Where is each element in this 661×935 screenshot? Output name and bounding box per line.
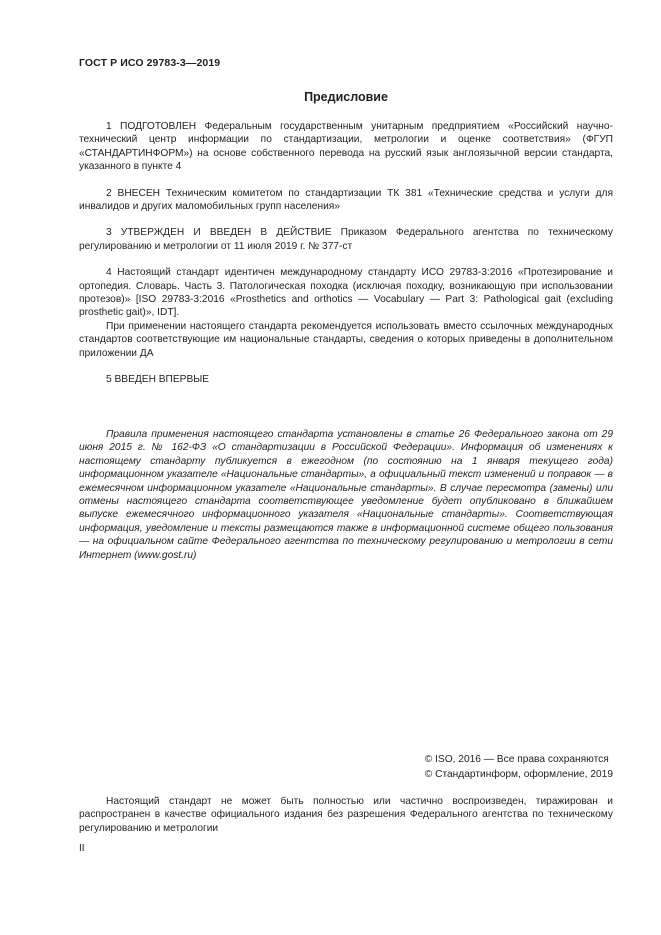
- copyright-standartinform: © Стандартинформ, оформление, 2019: [424, 768, 613, 780]
- copyright-iso: © ISO, 2016 — Все права сохраняются: [424, 754, 609, 765]
- page-number: II: [79, 843, 85, 854]
- copyright-block: [425, 753, 613, 782]
- reproduction-notice: Настоящий стандарт не может быть полностью или частично воспроизведен, тиражирован и распространен в качестве официального издания без разрешения Федерального агентства по техническому регулированию и метрологии: [79, 796, 613, 834]
- foreword-item-4-note: При применении настоящего стандарта рекомендуется использовать вместо ссылочных международных стандартов соответствующие им национальные стандарты, сведения о которых приведены в дополнительном приложении ДА: [79, 320, 613, 359]
- page-title: Предисловие: [304, 90, 388, 104]
- foreword-item-2: 2 ВНЕСЕН Техническим комитетом по стандартизации ТК 381 «Технические средства и услуги для инвалидов и других маломобильных групп населения»: [79, 187, 613, 213]
- standard-code-header: ГОСТ Р ИСО 29783-3—2019: [79, 57, 221, 69]
- foreword-body: [79, 120, 613, 387]
- foreword-item-1: 1 ПОДГОТОВЛЕН Федеральным государственным унитарным предприятием «Российский научно-технический центр информации по стандартизации, метрологии и оценке соответствия» (ФГУП «СТАНДАРТИНФОРМ») на основе собственного перевода на русский язык англоязычной версии стандарта, указанного в пункте 4: [79, 121, 613, 173]
- foreword-item-4: 4 Настоящий стандарт идентичен международному стандарту ИСО 29783-3:2016 «Протезирование и ортопедия. Словарь. Часть 3. Патологическая походка (исключая походку, возникающую при использовании протезов)» [ISO 29783-3:2016 «Prosthetics and orthotics — Vocabulary — Part 3: Pathological gait (excluding prosthetic gait)», IDT].: [79, 267, 613, 319]
- foreword-item-3: 3 УТВЕРЖДЕН И ВВЕДЕН В ДЕЙСТВИЕ Приказом Федерального агентства по техническому регулированию и метрологии от 11 июля 2019 г. № 377-ст: [79, 227, 613, 252]
- application-rules-notice: Правила применения настоящего стандарта установлены в статье 26 Федерального закона от 29 июня 2015 г. № 162-ФЗ «О стандартизации в Российской Федерации». Информация об изменениях к настоящему стандарту публикуется в ежегодном (по состоянию на 1 января текущего года) информационном указателе «Национальные стандарты», а официальный текст изменений и поправок — в ежемесячном информационном указателе «Национальные стандарты». В случае пересмотра (замены) или отмены настоящего стандарта соответствующее уведомление будет опубликовано в ближайшем выпуске ежемесячного информационного указателя «Национальные стандарты». Соответствующая информация, уведомление и тексты размещаются также в информационной системе общего пользования — на официальном сайте Федерального агентства по техническому регулированию и метрологии в сети Интернет (www.gost.ru): [79, 429, 613, 561]
- foreword-item-5: 5 ВВЕДЕН ВПЕРВЫЕ: [106, 374, 210, 386]
